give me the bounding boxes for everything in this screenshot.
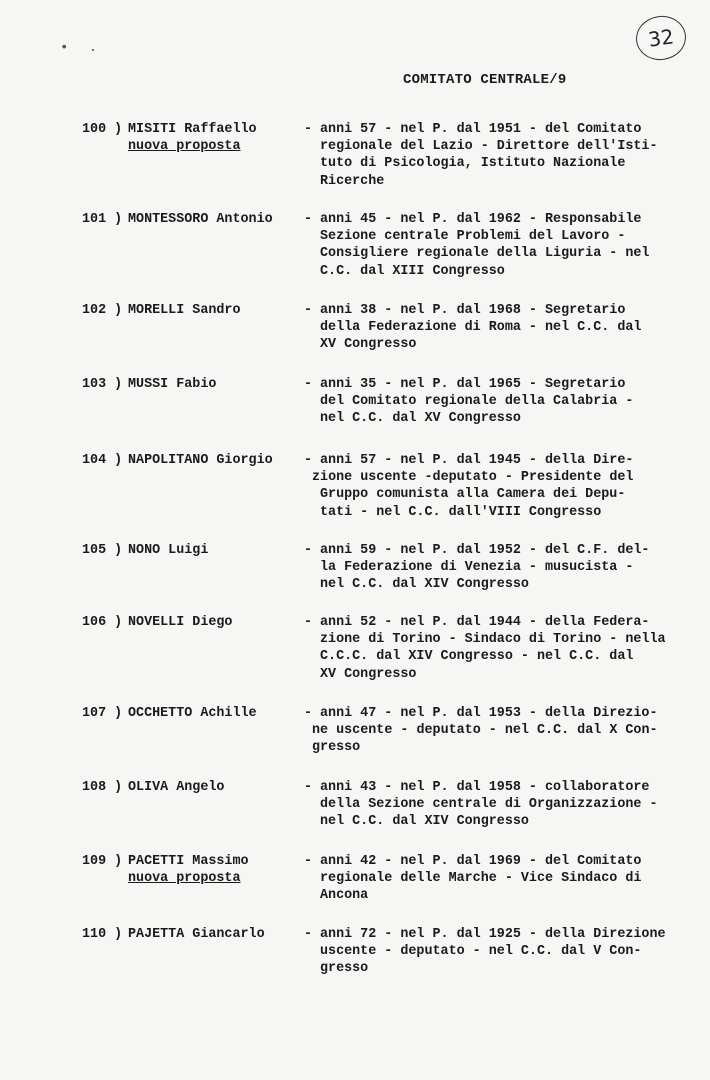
entry-number: 109 )	[82, 854, 123, 869]
entry-number: 105 )	[82, 543, 123, 558]
member-name: MONTESSORO Antonio	[128, 212, 273, 227]
member-name: NAPOLITANO Giorgio	[128, 453, 273, 468]
entry-number: 102 )	[82, 303, 123, 318]
member-description	[304, 376, 679, 428]
description-line: tuto di Psicologia, Istituto Nazionale	[320, 156, 626, 172]
entry-number: 104 )	[82, 453, 123, 468]
member-name-block	[128, 614, 304, 631]
description-line: nel C.C. dal XIV Congresso	[320, 814, 529, 830]
description-text	[312, 705, 679, 757]
description-text	[320, 211, 679, 280]
entry-number: 100 )	[82, 122, 123, 137]
description-text	[312, 452, 679, 521]
entry-number: 106 )	[82, 615, 123, 630]
description-line: anni 72 - nel P. dal 1925 - della Direzione	[320, 927, 666, 942]
description-text	[320, 542, 679, 594]
description-line: anni 47 - nel P. dal 1953 - della Direzio-	[320, 706, 658, 721]
description-line: del Comitato regionale della Calabria -	[320, 394, 634, 410]
description-line: la Federazione di Venezia - musucista -	[320, 560, 634, 576]
member-name-block	[128, 779, 304, 796]
member-description	[304, 302, 679, 354]
description-line: anni 57 - nel P. dal 1945 - della Dire-	[320, 453, 634, 468]
description-dash: -	[304, 453, 313, 468]
description-line: anni 38 - nel P. dal 1968 - Segretario	[320, 303, 626, 318]
member-description	[304, 211, 679, 280]
member-name-block	[128, 705, 304, 722]
description-line: Gruppo comunista alla Camera dei Depu-	[320, 487, 626, 503]
member-name-block	[128, 926, 304, 943]
member-name: NONO Luigi	[128, 543, 209, 558]
new-proposal-note: nuova proposta	[128, 139, 241, 155]
member-name-block	[128, 211, 304, 228]
description-line: Ancona	[320, 888, 369, 904]
description-line: anni 43 - nel P. dal 1958 - collaboratore	[320, 780, 650, 795]
entry-number: 107 )	[82, 706, 123, 721]
description-dash: -	[304, 543, 313, 558]
member-name: PACETTI Massimo	[128, 854, 249, 869]
description-line: della Federazione di Roma - nel C.C. dal	[320, 320, 642, 336]
description-text	[320, 926, 679, 978]
description-dash: -	[304, 615, 313, 630]
description-line: Sezione centrale Problemi del Lavoro -	[320, 229, 626, 245]
description-line: XV Congresso	[320, 666, 417, 682]
description-line: Consigliere regionale della Liguria - nel	[320, 246, 650, 262]
entry-number: 101 )	[82, 212, 123, 227]
description-dash: -	[304, 377, 313, 392]
member-description	[304, 614, 679, 683]
description-line: anni 57 - nel P. dal 1951 - del Comitato	[320, 122, 642, 137]
corner-marks: • .	[60, 40, 104, 56]
member-name: PAJETTA Giancarlo	[128, 927, 265, 942]
description-line: zione di Torino - Sindaco di Torino - nella	[320, 632, 666, 648]
description-dash: -	[304, 303, 313, 318]
description-line: Ricerche	[320, 173, 385, 189]
description-line: nel C.C. dal XIV Congresso	[320, 577, 529, 593]
member-name: NOVELLI Diego	[128, 615, 233, 630]
description-dash: -	[304, 854, 313, 869]
new-proposal-note: nuova proposta	[128, 871, 241, 887]
description-line: XV Congresso	[320, 337, 417, 353]
member-name-block	[128, 542, 304, 559]
member-name-block	[128, 452, 304, 469]
member-description	[304, 853, 679, 905]
description-dash: -	[304, 122, 313, 137]
member-name-block	[128, 376, 304, 393]
description-dash: -	[304, 780, 313, 795]
member-description	[304, 779, 679, 831]
member-name: MORELLI Sandro	[128, 303, 241, 318]
description-text	[320, 376, 679, 428]
description-line: anni 42 - nel P. dal 1969 - del Comitato	[320, 854, 642, 869]
member-description	[304, 452, 679, 521]
member-name-block	[128, 853, 304, 887]
description-dash: -	[304, 927, 313, 942]
description-line: C.C.C. dal XIV Congresso - nel C.C. dal	[320, 649, 634, 665]
description-line: gresso	[320, 961, 369, 977]
entry-number: 110 )	[82, 927, 123, 942]
member-name-block	[128, 302, 304, 319]
description-line: zione uscente -deputato - Presidente del	[312, 470, 634, 486]
description-line: regionale del Lazio - Direttore dell'Isti-	[320, 139, 658, 155]
member-description	[304, 926, 679, 978]
member-name: MUSSI Fabio	[128, 377, 217, 392]
description-text	[320, 779, 679, 831]
description-text	[320, 302, 679, 354]
description-text	[320, 614, 679, 683]
description-line: gresso	[312, 740, 361, 756]
member-description	[304, 705, 679, 757]
description-text	[320, 121, 679, 190]
member-description	[304, 121, 679, 190]
member-name-block	[128, 121, 304, 155]
entry-number: 108 )	[82, 780, 123, 795]
description-dash: -	[304, 212, 313, 227]
page-header: COMITATO CENTRALE/9	[403, 72, 567, 88]
description-line: C.C. dal XIII Congresso	[320, 263, 505, 279]
entry-number: 103 )	[82, 377, 123, 392]
description-line: anni 59 - nel P. dal 1952 - del C.F. del-	[320, 543, 650, 558]
description-line: anni 52 - nel P. dal 1944 - della Federa-	[320, 615, 650, 630]
description-dash: -	[304, 706, 313, 721]
member-name: OLIVA Angelo	[128, 780, 225, 795]
member-name: MISITI Raffaello	[128, 122, 257, 137]
description-line: ne uscente - deputato - nel C.C. dal X Con-	[312, 723, 658, 739]
member-name: OCCHETTO Achille	[128, 706, 257, 721]
description-line: tati - nel C.C. dall'VIII Congresso	[320, 504, 602, 520]
description-line: regionale delle Marche - Vice Sindaco di	[320, 871, 642, 887]
description-line: anni 35 - nel P. dal 1965 - Segretario	[320, 377, 626, 392]
member-description	[304, 542, 679, 594]
description-line: nel C.C. dal XV Congresso	[320, 411, 521, 427]
description-line: anni 45 - nel P. dal 1962 - Responsabile	[320, 212, 642, 227]
description-text	[320, 853, 679, 905]
description-line: uscente - deputato - nel C.C. dal V Con-	[320, 944, 642, 960]
description-line: della Sezione centrale di Organizzazione -	[320, 797, 658, 813]
page-number-stamp: 32	[633, 13, 689, 64]
